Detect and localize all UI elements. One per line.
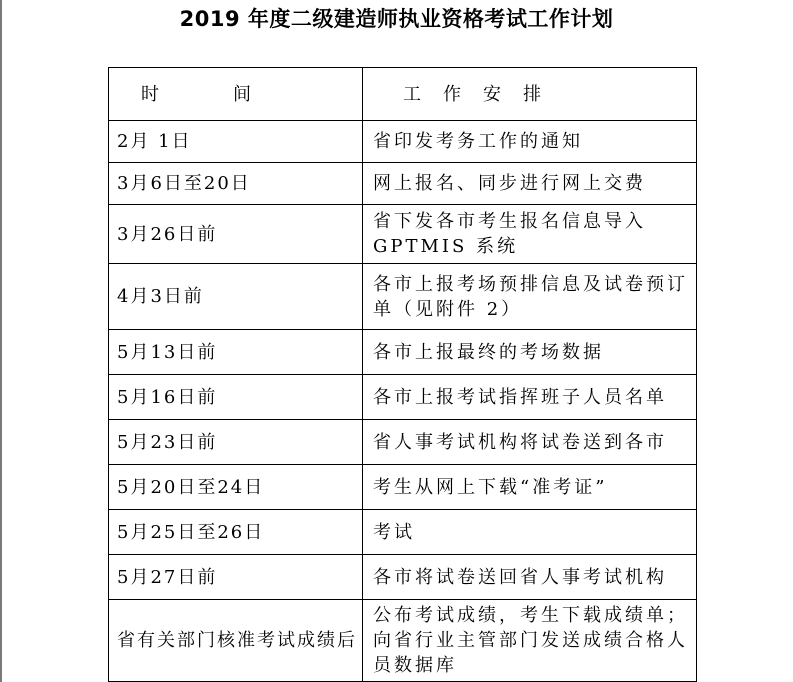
row-time: 2月 1日 <box>109 121 363 163</box>
page-left-edge <box>0 0 2 682</box>
row-task: 网上报名、同步进行网上交费 <box>363 163 697 205</box>
header-time-char-1: 时 <box>141 83 159 105</box>
table-row <box>109 264 697 330</box>
header-task-char-1: 工 <box>403 83 421 105</box>
row-time: 5月16日前 <box>109 375 363 420</box>
table-row <box>109 600 697 682</box>
table-row <box>109 510 697 555</box>
table-header-row <box>109 68 697 121</box>
table-row <box>109 555 697 600</box>
header-task-char-2: 作 <box>443 83 461 105</box>
row-task: 公布考试成绩，考生下载成绩单；向省行业主管部门发送成绩合格人员数据库 <box>363 600 697 682</box>
row-time: 5月13日前 <box>109 330 363 375</box>
row-time: 5月27日前 <box>109 555 363 600</box>
table-row <box>109 465 697 510</box>
table-row <box>109 163 697 205</box>
work-plan-table <box>108 67 697 682</box>
table-row <box>109 121 697 163</box>
table-row <box>109 375 697 420</box>
header-task-char-3: 安 <box>483 83 501 105</box>
document-title: 2019 年度二级建造师执业资格考试工作计划 <box>179 7 614 31</box>
row-time: 4月3日前 <box>109 264 363 330</box>
header-task <box>363 68 697 121</box>
row-task: 各市将试卷送回省人事考试机构 <box>363 555 697 600</box>
row-task: 省人事考试机构将试卷送到各市 <box>363 420 697 465</box>
row-time: 5月20日至24日 <box>109 465 363 510</box>
row-task: 省印发考务工作的通知 <box>363 121 697 163</box>
row-task: 考生从网上下载“准考证” <box>363 465 697 510</box>
row-time: 3月6日至20日 <box>109 163 363 205</box>
row-time: 5月23日前 <box>109 420 363 465</box>
row-task: 各市上报考场预排信息及试卷预订单（见附件 2） <box>363 264 697 330</box>
table-row <box>109 205 697 264</box>
row-task: 考试 <box>363 510 697 555</box>
row-task: 各市上报考试指挥班子人员名单 <box>363 375 697 420</box>
row-task: 各市上报最终的考场数据 <box>363 330 697 375</box>
row-task: 省下发各市考生报名信息导入 GPTMIS 系统 <box>363 205 697 264</box>
table-row <box>109 330 697 375</box>
table-row <box>109 420 697 465</box>
row-time: 省有关部门核准考试成绩后 <box>109 600 363 682</box>
header-time <box>109 68 363 121</box>
header-task-char-4: 排 <box>523 83 541 105</box>
row-time: 3月26日前 <box>109 205 363 264</box>
row-time: 5月25日至26日 <box>109 510 363 555</box>
header-time-char-2: 间 <box>233 83 251 105</box>
